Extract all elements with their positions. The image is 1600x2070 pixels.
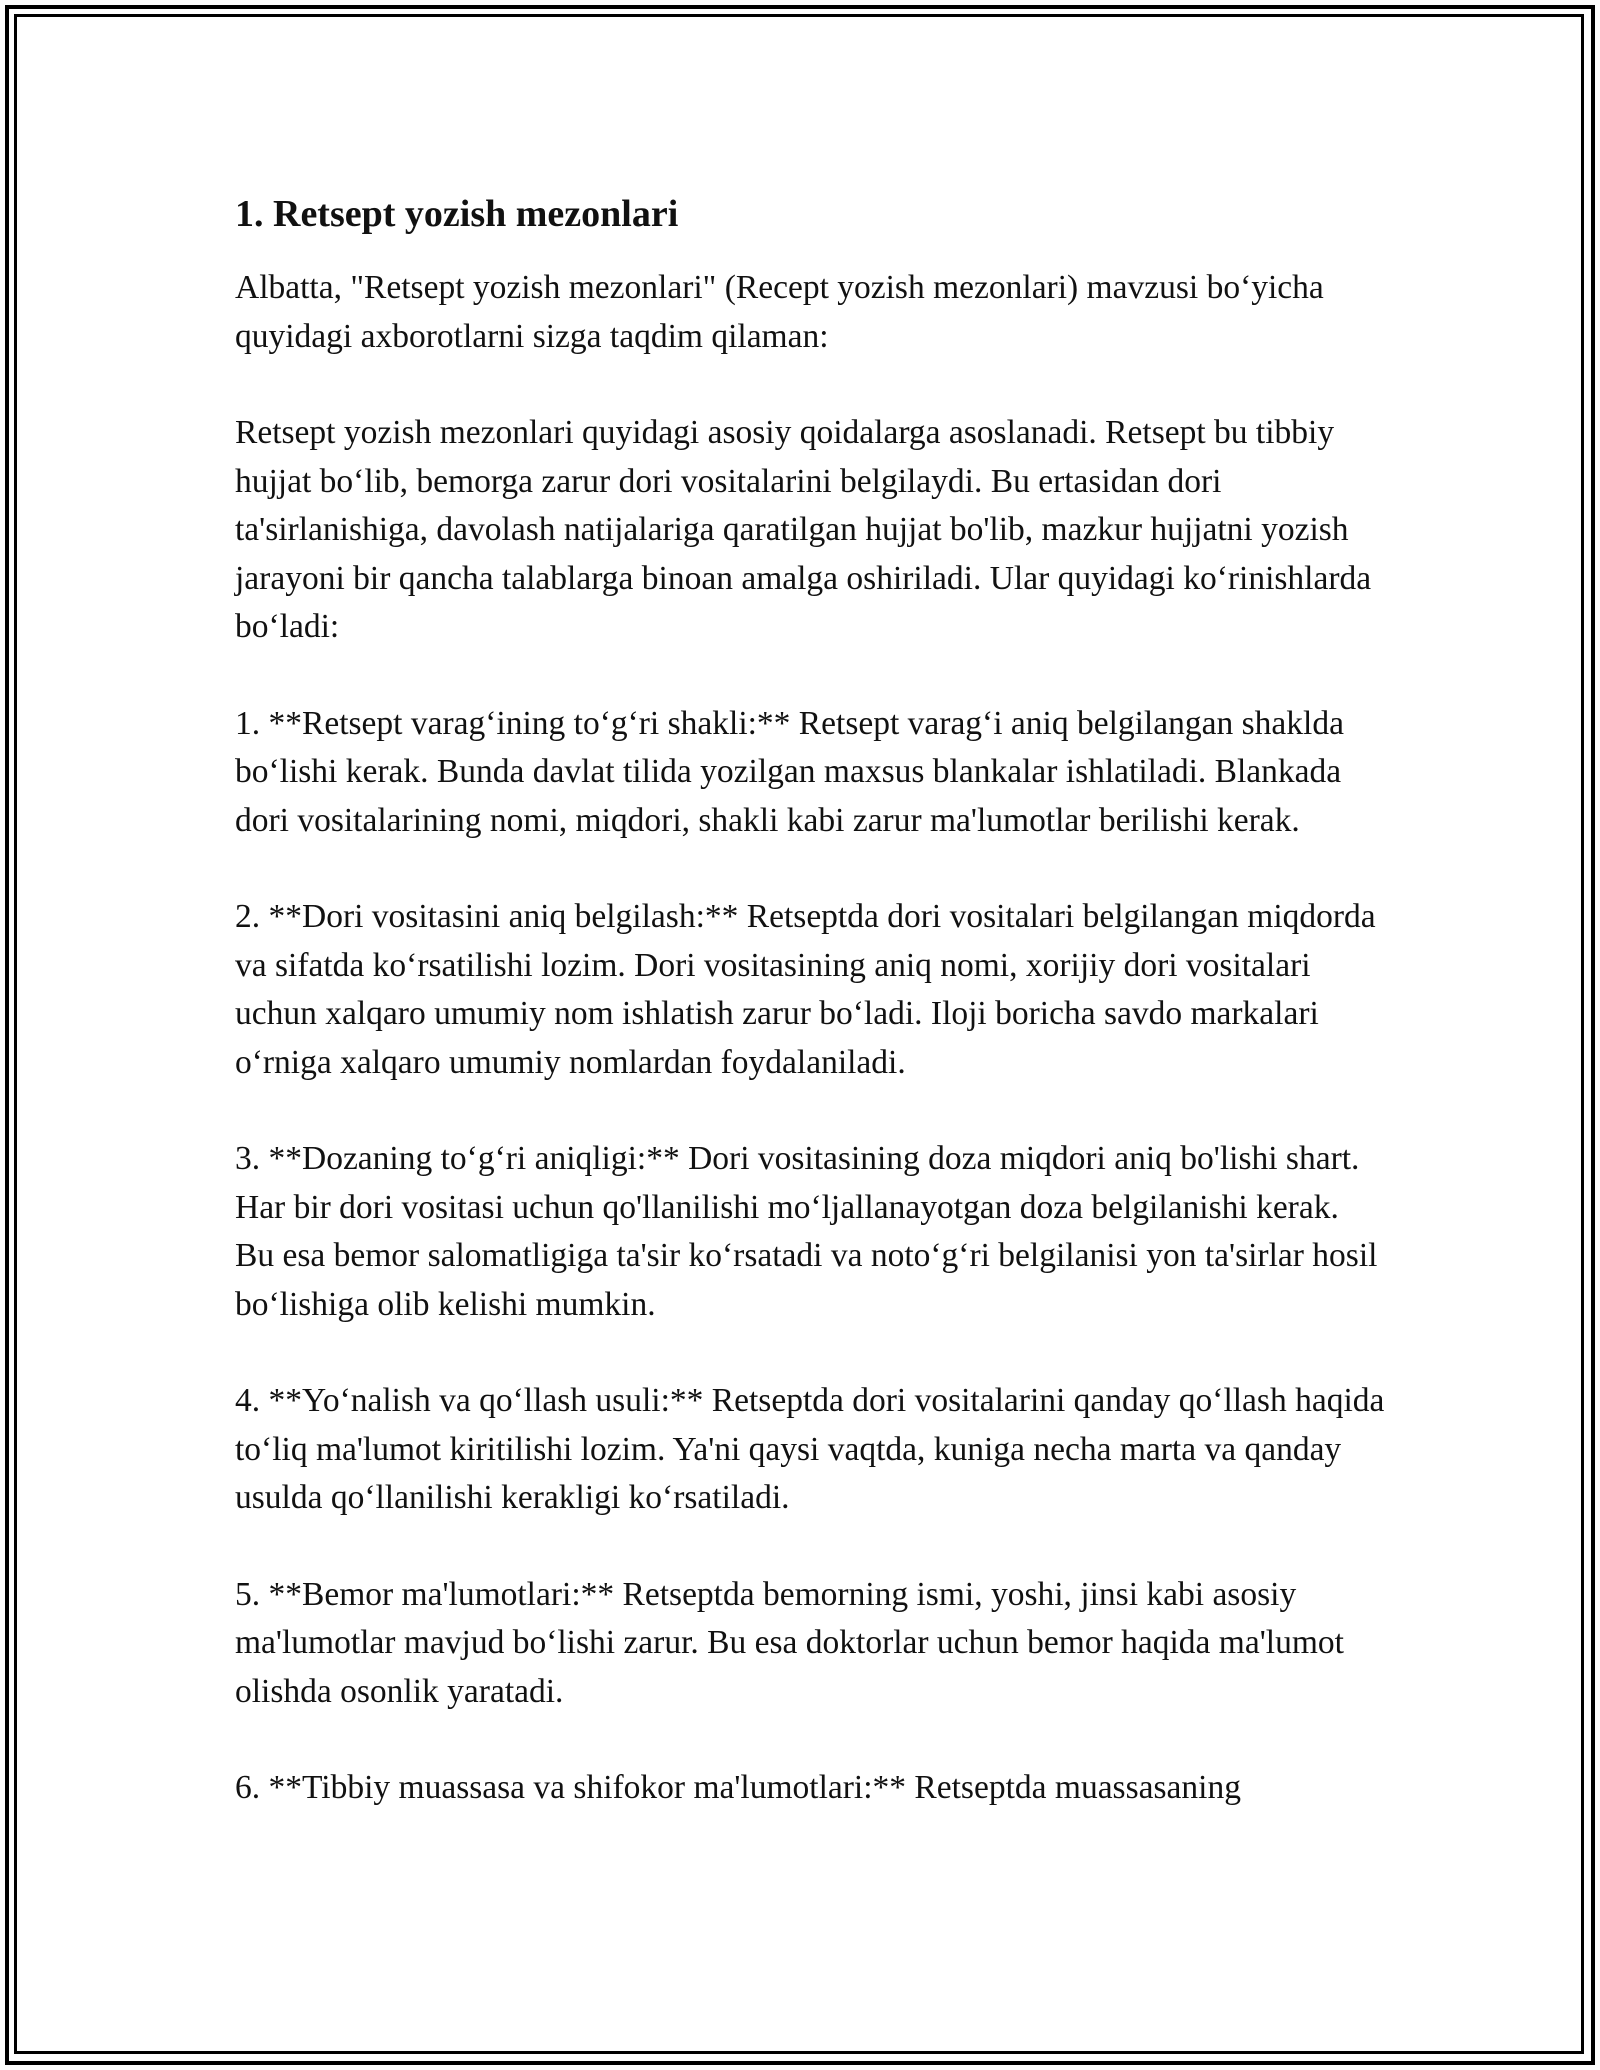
document-title: 1. Retsept yozish mezonlari [235, 193, 679, 235]
paragraph-item-1: 1. **Retsept varag‘ining to‘g‘ri shakli:** Retsept varag‘i aniq belgilangan shaklda bo‘lishi kerak. Bunda davlat tilida yozilgan maxsus blankalar ishlatiladi. Blankada dori vositalarining nomi, miqdori, shakli kabi zarur ma'lumotlar berilishi kerak. [235, 704, 1344, 839]
paragraph-item-3: 3. **Dozaning to‘g‘ri aniqligi:** Dori vositasining doza miqdori aniq bo'lishi shart. Har bir dori vositasi uchun qo'llanilishi mo‘ljallanayotgan doza belgilanishi kerak. Bu esa bemor salomatligiga ta'sir ko‘rsatadi va noto‘g‘ri belgilanisi yon ta'sirlar hosil bo‘lishiga olib kelishi mumkin. [235, 1140, 1378, 1323]
paragraph-overview: Retsept yozish mezonlari quyidagi asosiy qoidalarga asoslanadi. Retsept bu tibbiy hujjat bo‘lib, bemorga zarur dori vositalarini belgilaydi. Bu ertasidan dori ta'sirlanishiga, davolash natijalariga qaratilgan hujjat bo'lib, mazkur hujjatni yozish jarayoni bir qancha talablarga binoan amalga oshiriladi. Ular quyidagi ko‘rinishlarda bo‘ladi: [235, 414, 1372, 645]
paragraph-item-4: 4. **Yo‘nalish va qo‘llash usuli:** Retseptda dori vositalarini qanday qo‘llash haqida to‘liq ma'lumot kiritilishi lozim. Ya'ni qaysi vaqtda, kuniga necha marta va qanday usulda qo‘llanilishi kerakligi ko‘rsatiladi. [235, 1382, 1385, 1516]
paragraph-item-5: 5. **Bemor ma'lumotlari:** Retseptda bemorning ismi, yoshi, jinsi kabi asosiy ma'lumotlar mavjud bo‘lishi zarur. Bu esa doktorlar uchun bemor haqida ma'lumot olishda osonlik yaratadi. [235, 1575, 1344, 1710]
paragraph-item-2: 2. **Dori vositasini aniq belgilash:** Retseptda dori vositalari belgilangan miqdorda va sifatda ko‘rsatilishi lozim. Dori vositasining aniq nomi, xorijiy dori vositalari uchun xalqaro umumiy nom ishlatish zarur bo‘ladi. Iloji boricha savdo markalari o‘rniga xalqaro umumiy nomlardan foydalaniladi. [235, 898, 1376, 1081]
paragraph-intro: Albatta, "Retsept yozish mezonlari" (Recept yozish mezonlari) mavzusi bo‘yicha quyidagi axborotlarni sizga taqdim qilaman: [235, 269, 1324, 355]
document-body [235, 186, 1385, 1813]
paragraph-item-6: 6. **Tibbiy muassasa va shifokor ma'lumotlari:** Retseptda muassasaning [235, 1769, 1241, 1806]
